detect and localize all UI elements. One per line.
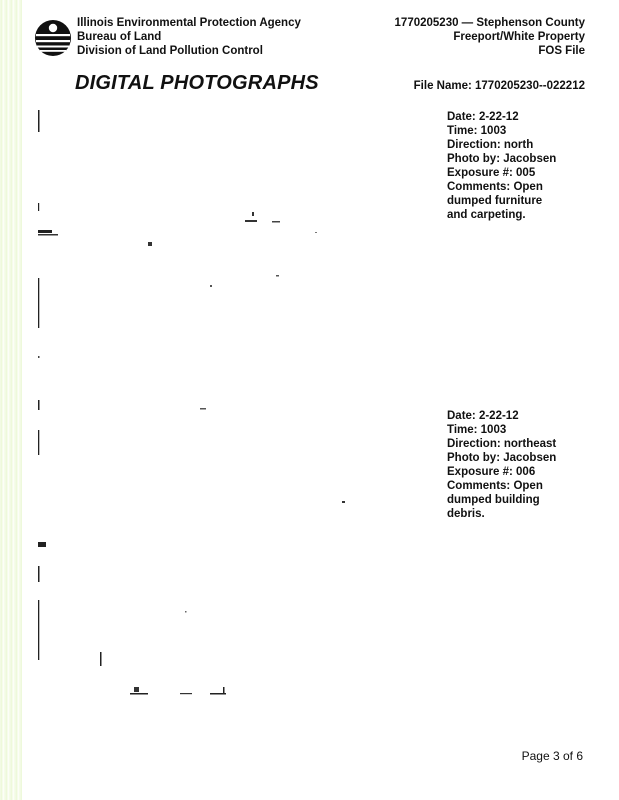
photo-2-exposure: Exposure #: 006 xyxy=(447,466,536,478)
photo-1-comments-line-3: and carpeting. xyxy=(447,209,526,221)
file-name: File Name: 1770205230--022212 xyxy=(413,80,585,92)
page-number: Page 3 of 6 xyxy=(521,749,583,763)
agency-name: Illinois Environmental Protection Agency xyxy=(77,17,301,29)
photo-1-exposure: Exposure #: 005 xyxy=(447,167,536,179)
agency-block xyxy=(77,16,301,58)
bureau-name: Bureau of Land xyxy=(77,31,162,43)
site-info-block xyxy=(395,16,585,58)
photo-2-time: Time: 1003 xyxy=(447,424,507,436)
photo-2-direction: Direction: northeast xyxy=(447,438,557,450)
photo-1-photographer: Photo by: Jacobsen xyxy=(447,153,557,165)
file-type: FOS File xyxy=(538,45,585,57)
photo-1-image xyxy=(30,108,430,398)
photo-2-comments: Comments: Open xyxy=(447,480,543,492)
scan-edge-artifact xyxy=(0,0,22,800)
photo-1-comments: Comments: Open xyxy=(447,181,543,193)
photo-1-details xyxy=(447,110,597,222)
photo-1-direction: Direction: north xyxy=(447,139,534,151)
photo-2-details xyxy=(447,409,597,521)
photo-2-comments-line-3: debris. xyxy=(447,508,485,520)
photo-1-date: Date: 2-22-12 xyxy=(447,111,519,123)
photo-2-image xyxy=(30,400,430,705)
photo-2-date: Date: 2-22-12 xyxy=(447,410,519,422)
site-property: Freeport/White Property xyxy=(453,31,585,43)
site-id-county: 1770205230 — Stephenson County xyxy=(394,17,585,29)
division-name: Division of Land Pollution Control xyxy=(77,45,263,57)
photo-1-time: Time: 1003 xyxy=(447,125,507,137)
illinois-epa-logo-icon xyxy=(34,19,72,57)
photo-2-photographer: Photo by: Jacobsen xyxy=(447,452,557,464)
photo-1-comments-line-2: dumped furniture xyxy=(447,195,543,207)
page-title: DIGITAL PHOTOGRAPHS xyxy=(75,72,319,94)
photo-2-comments-line-2: dumped building xyxy=(447,494,540,506)
